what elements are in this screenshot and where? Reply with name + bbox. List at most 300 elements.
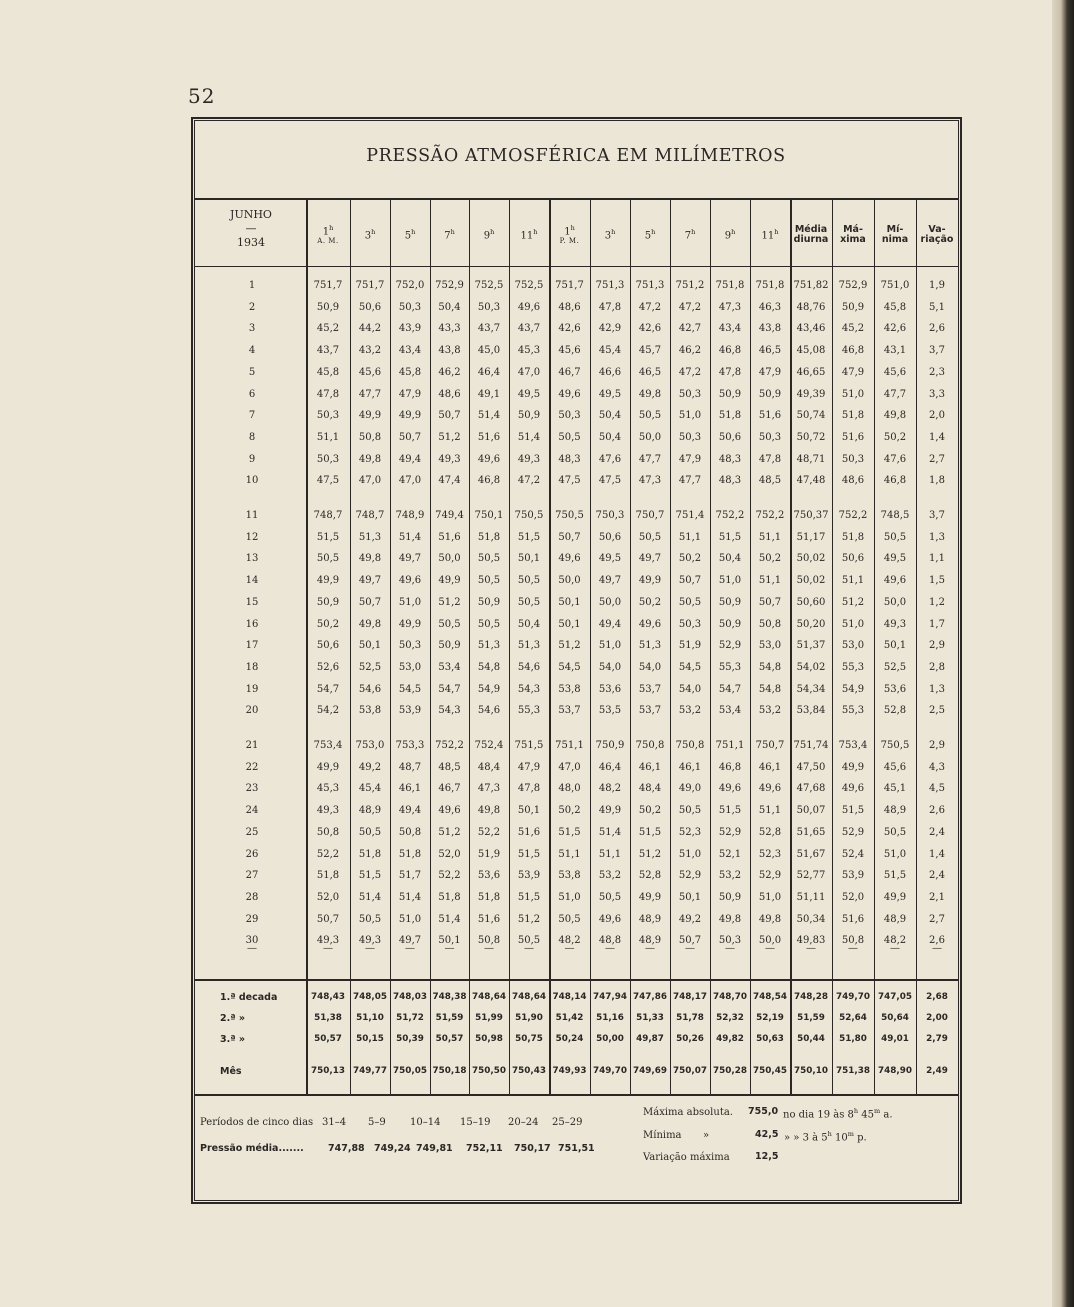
table-cell: 52,9 (718, 826, 742, 838)
table-cell: 52,9 (718, 640, 742, 652)
table-cell: 50,4 (517, 618, 541, 630)
dash-cell: — (564, 943, 575, 954)
table-cell: 2,3 (929, 366, 945, 378)
table-cell: 49,3 (517, 453, 541, 465)
day-number: 24 (245, 805, 259, 817)
table-cell: 50,02 (796, 553, 826, 565)
day-number: 20 (245, 705, 259, 717)
day-number: 7 (248, 410, 256, 422)
table-cell: 49,39 (796, 388, 826, 400)
table-cell: 50,2 (758, 553, 782, 565)
table-cell: 46,8 (718, 345, 742, 357)
table-cell: 752,0 (395, 280, 425, 291)
period-range: 20–24 (508, 1117, 539, 1128)
table-cell: 50,4 (438, 301, 461, 313)
column-header-text (645, 229, 656, 242)
summary-cell: 748,90 (878, 1066, 912, 1076)
table-cell: 52,0 (316, 891, 340, 903)
table-cell: 51,5 (358, 870, 382, 882)
table-cell: 50,5 (477, 575, 501, 587)
page-number: 52 (188, 84, 216, 108)
table-cell: 751,1 (555, 740, 584, 751)
table-cell: 2,0 (929, 410, 945, 422)
table-cell: 751,3 (595, 280, 625, 291)
table-cell: 2,7 (929, 913, 945, 925)
table-cell: 1,4 (929, 848, 945, 860)
summary-cell: 52,64 (839, 1013, 867, 1023)
table-cell: 45,4 (358, 783, 382, 795)
table-cell: 51,8 (718, 410, 742, 422)
table-cell: 43,1 (883, 345, 907, 357)
table-cell: 50,9 (316, 301, 340, 313)
table-cell: 55,3 (718, 661, 742, 673)
table-cell: 50,5 (358, 826, 382, 838)
summary-cell: 2,49 (926, 1066, 948, 1076)
dash-cell: — (405, 943, 415, 954)
table-cell: 46,1 (678, 761, 702, 773)
summary-cell: 51,78 (676, 1013, 704, 1023)
column-header-sup: h (570, 223, 575, 232)
column-header (430, 205, 469, 265)
table-cell: 51,3 (358, 531, 382, 543)
table-cell: 751,5 (514, 740, 544, 751)
table-cell: 43,4 (398, 345, 422, 357)
table-cell: 751,4 (675, 510, 705, 521)
table-cell: 49,9 (358, 410, 382, 422)
table-cell: 53,7 (558, 705, 581, 717)
table-cell: 2,7 (929, 453, 945, 465)
table-cell: 51,2 (438, 431, 461, 443)
table-cell: 47,6 (883, 453, 907, 465)
table-cell: 50,9 (316, 596, 340, 608)
table-cell: 47,5 (316, 475, 340, 487)
table-cell: 52,6 (316, 661, 340, 673)
table-cell: 51,4 (398, 891, 422, 903)
summary-cell: 750,05 (393, 1066, 427, 1076)
column-header-sup: h (691, 227, 696, 236)
table-cell: 49,7 (358, 575, 382, 587)
table-cell: 1,2 (929, 596, 945, 608)
table-cell: 50,3 (678, 618, 702, 630)
day-number: 3 (248, 323, 256, 335)
table-cell: 47,5 (598, 475, 622, 487)
table-cell: 55,3 (841, 661, 865, 673)
table-cell: 54,8 (477, 661, 501, 673)
table-cell: 753,3 (395, 740, 425, 751)
table-cell: 751,8 (715, 280, 745, 291)
table-cell: 51,0 (841, 618, 865, 630)
table-cell: 53,2 (758, 705, 782, 717)
table-cell: 53,0 (841, 640, 865, 652)
summary-cell: 748,17 (673, 992, 707, 1002)
table-cell: 49,6 (558, 388, 581, 400)
summary-cell: 50,26 (676, 1034, 704, 1044)
table-cell: 54,2 (316, 705, 340, 717)
table-cell: 47,3 (477, 783, 501, 795)
summary-cell: 747,86 (633, 992, 667, 1002)
table-cell: 1,8 (929, 475, 945, 487)
column-header (390, 205, 430, 265)
table-cell: 43,4 (718, 323, 742, 335)
table-cell: 53,9 (841, 870, 865, 882)
table-cell: 50,2 (558, 805, 581, 817)
table-cell: 46,2 (678, 345, 702, 357)
summary-cell: 50,64 (881, 1013, 909, 1023)
column-header-sub: nima (881, 234, 909, 245)
table-cell: 51,0 (718, 575, 742, 587)
table-cell: 50,0 (558, 575, 581, 587)
table-cell: 48,0 (558, 783, 581, 795)
table-cell: 50,5 (883, 826, 907, 838)
table-cell: 751,2 (675, 280, 705, 291)
table-cell: 49,6 (558, 553, 581, 565)
table-cell: 50,6 (316, 640, 340, 652)
summary-cell: 49,01 (881, 1034, 909, 1044)
table-cell: 750,7 (755, 740, 785, 751)
table-cell: 47,7 (883, 388, 907, 400)
table-cell: 51,0 (558, 891, 581, 903)
dash-cell: — (806, 943, 816, 954)
table-cell: 51,8 (398, 848, 422, 860)
column-header-sup: h (450, 227, 455, 236)
table-cell: 45,8 (398, 366, 422, 378)
table-cell: 48,6 (558, 301, 581, 313)
table-cell: 49,8 (358, 618, 382, 630)
column-header-text (444, 229, 455, 242)
table-cell: 750,37 (793, 510, 829, 521)
column-header-sub: diurna (793, 234, 829, 245)
table-cell: 49,6 (438, 805, 461, 817)
table-cell: 48,3 (718, 453, 742, 465)
table-cell: 751,8 (755, 280, 785, 291)
dash-cell: — (247, 943, 257, 954)
summary-cell: 50,15 (356, 1034, 384, 1044)
table-cell: 51,6 (477, 431, 501, 443)
summary-cell: 748,03 (393, 992, 427, 1002)
table-cell: 750,5 (880, 740, 910, 751)
table-cell: 51,0 (398, 596, 422, 608)
day-number: 4 (248, 345, 256, 357)
table-cell: 45,6 (358, 366, 382, 378)
table-cell: 50,3 (718, 935, 742, 947)
day-number: 27 (245, 870, 259, 882)
table-cell: 50,6 (358, 301, 382, 313)
dash-cell: — (765, 943, 775, 954)
table-cell: 751,3 (635, 280, 665, 291)
table-cell: 51,4 (438, 913, 461, 925)
table-cell: 48,71 (796, 453, 826, 465)
table-cell: 48,9 (638, 913, 662, 925)
table-cell: 47,0 (558, 761, 581, 773)
column-header-sup: h (651, 227, 656, 236)
table-cell: 52,8 (638, 870, 662, 882)
table-cell: 45,4 (598, 345, 622, 357)
table-cell: 49,2 (358, 761, 382, 773)
table-cell: 49,9 (316, 575, 340, 587)
table-cell: 47,3 (718, 301, 742, 313)
table-cell: 49,3 (316, 935, 340, 947)
table-cell: 50,5 (477, 618, 501, 630)
table-cell: 47,9 (398, 388, 422, 400)
summary-cell: 52,32 (716, 1013, 744, 1023)
table-cell: 49,6 (841, 783, 865, 795)
column-header-sup: h (371, 227, 376, 236)
column-divider (590, 199, 591, 981)
day-number: 17 (245, 640, 259, 652)
day-number: 29 (245, 913, 259, 925)
table-cell: 51,8 (841, 531, 865, 543)
table-cell: 49,7 (398, 935, 422, 947)
table-cell: 47,6 (598, 453, 622, 465)
column-divider (630, 199, 631, 981)
table-cell: 752,2 (715, 510, 745, 521)
column-divider (916, 199, 917, 981)
day-number: 22 (245, 761, 259, 773)
table-cell: 51,8 (841, 410, 865, 422)
dash-cell: — (725, 943, 735, 954)
table-cell: 3,3 (929, 388, 945, 400)
table-cell: 51,5 (883, 870, 907, 882)
column-header-main: 11 (520, 229, 534, 241)
table-cell: 51,3 (517, 640, 541, 652)
table-cell: 45,6 (558, 345, 581, 357)
table-cell: 51,6 (841, 913, 865, 925)
table-cell: 51,4 (517, 431, 541, 443)
table-cell: 55,3 (517, 705, 541, 717)
table-cell: 53,8 (558, 683, 581, 695)
table-cell: 46,6 (598, 366, 622, 378)
table-cell: 49,9 (598, 805, 622, 817)
table-cell: 51,0 (841, 388, 865, 400)
table-cell: 49,1 (477, 388, 501, 400)
table-cell: 50,5 (477, 553, 501, 565)
table-cell: 1,1 (929, 553, 945, 565)
table-cell: 53,8 (358, 705, 382, 717)
table-cell: 51,2 (438, 596, 461, 608)
table-cell: 46,1 (398, 783, 422, 795)
table-cell: 49,8 (758, 913, 782, 925)
table-cell: 52,2 (438, 870, 461, 882)
table-cell: 751,7 (555, 280, 584, 291)
column-header-main: Mí- (886, 224, 904, 236)
table-cell: 751,74 (793, 740, 829, 751)
table-cell: 2,1 (929, 891, 945, 903)
period-range: 31–4 (322, 1117, 347, 1128)
table-cell: 50,9 (718, 618, 742, 630)
table-cell: 47,5 (558, 475, 581, 487)
header-rule (194, 266, 959, 267)
table-cell: 51,6 (841, 431, 865, 443)
day-number: 1 (248, 280, 256, 291)
table-cell: 51,0 (598, 640, 622, 652)
dash-cell: — (848, 943, 858, 954)
column-divider (306, 199, 308, 981)
table-cell: 52,8 (883, 705, 907, 717)
table-cell: 50,7 (758, 596, 782, 608)
max-absolute-label: Máxima absoluta. (643, 1107, 733, 1118)
column-header-main: 5 (644, 229, 652, 241)
table-cell: 43,7 (316, 345, 340, 357)
table-cell: 48,6 (841, 475, 865, 487)
page-edge-shadow (1052, 0, 1074, 1307)
column-header (549, 205, 590, 265)
table-cell: 45,3 (517, 345, 541, 357)
table-cell: 47,2 (638, 301, 662, 313)
summary-label: 1.ª decada (220, 992, 278, 1003)
day-number: 11 (245, 510, 259, 521)
table-cell: 55,3 (841, 705, 865, 717)
column-header-sup: h (411, 227, 416, 236)
table-cell: 54,9 (841, 683, 865, 695)
table-cell: 43,3 (438, 323, 461, 335)
table-cell: 50,5 (558, 913, 581, 925)
table-cell: 1,9 (929, 280, 945, 291)
table-cell: 46,8 (477, 475, 501, 487)
table-cell: 49,5 (598, 553, 622, 565)
column-divider (549, 199, 551, 981)
column-header-sub: xima (840, 234, 866, 245)
table-cell: 46,1 (758, 761, 782, 773)
table-cell: 748,7 (313, 510, 343, 521)
summary-cell: 748,54 (753, 992, 787, 1002)
table-cell: 50,7 (358, 596, 382, 608)
table-cell: 748,7 (355, 510, 385, 521)
table-cell: 50,1 (358, 640, 382, 652)
table-cell: 752,9 (838, 280, 868, 291)
table-cell: 51,37 (796, 640, 826, 652)
table-cell: 51,4 (598, 826, 622, 838)
table-cell: 52,1 (718, 848, 742, 860)
table-cell: 52,5 (358, 661, 382, 673)
table-cell: 46,7 (558, 366, 581, 378)
table-cell: 3,7 (929, 345, 945, 357)
table-cell: 50,5 (316, 553, 340, 565)
summary-cell: 50,57 (435, 1034, 464, 1044)
table-cell: 51,1 (758, 805, 782, 817)
table-cell: 51,6 (758, 410, 782, 422)
table-cell: 47,68 (796, 783, 826, 795)
table-cell: 750,8 (675, 740, 705, 751)
day-number: 15 (245, 596, 259, 608)
dash-cell: — (890, 943, 900, 954)
table-cell: 52,9 (758, 870, 782, 882)
column-header-sup: h (731, 227, 736, 236)
table-cell: 50,3 (316, 453, 340, 465)
table-cell: 51,3 (477, 640, 501, 652)
table-cell: 50,4 (598, 431, 622, 443)
column-header-text (560, 225, 580, 245)
table-cell: 49,8 (358, 453, 382, 465)
table-cell: 53,6 (598, 683, 622, 695)
table-cell: 53,84 (796, 705, 826, 717)
table-cell: 53,9 (398, 705, 422, 717)
summary-cell: 748,64 (472, 992, 506, 1002)
table-cell: 50,9 (718, 388, 742, 400)
column-header-text (685, 229, 696, 242)
table-cell: 49,6 (718, 783, 742, 795)
summary-cell: 51,16 (596, 1013, 624, 1023)
table-cell: 51,1 (758, 575, 782, 587)
table-cell: 54,9 (477, 683, 501, 695)
table-cell: 50,6 (841, 553, 865, 565)
dash-cell: — (323, 943, 333, 954)
table-cell: 51,2 (517, 913, 541, 925)
summary-cell: 50,63 (756, 1034, 784, 1044)
table-cell: 50,5 (598, 891, 622, 903)
table-cell: 53,6 (477, 870, 501, 882)
summary-cell: 51,99 (475, 1013, 503, 1023)
table-cell: 50,20 (796, 618, 826, 630)
table-cell: 42,6 (638, 323, 662, 335)
table-cell: 750,3 (595, 510, 625, 521)
table-cell: 4,5 (929, 783, 945, 795)
table-cell: 50,5 (438, 618, 461, 630)
day-number: 16 (245, 618, 259, 630)
table-cell: 49,4 (398, 805, 422, 817)
table-cell: 50,8 (398, 826, 422, 838)
table-cell: 50,0 (758, 935, 782, 947)
table-cell: 49,9 (638, 891, 662, 903)
column-header-text (405, 229, 416, 242)
day-number: 25 (245, 826, 259, 838)
table-cell: 50,5 (358, 913, 382, 925)
table-cell: 49,8 (358, 553, 382, 565)
table-cell: 53,5 (598, 705, 622, 717)
summary-label: 3.ª » (220, 1034, 246, 1045)
table-cell: 750,5 (514, 510, 544, 521)
column-header-text (840, 225, 866, 245)
table-cell: 45,6 (883, 366, 907, 378)
column-divider (350, 199, 351, 981)
table-cell: 51,1 (758, 531, 782, 543)
table-cell: 753,4 (838, 740, 868, 751)
column-header-text (794, 225, 829, 245)
table-cell: 46,8 (841, 345, 865, 357)
table-cell: 47,8 (517, 783, 541, 795)
column-header-text (882, 225, 908, 245)
table-cell: 48,8 (598, 935, 622, 947)
table-cell: 48,2 (598, 783, 622, 795)
table-cell: 49,6 (598, 913, 622, 925)
column-divider (390, 199, 391, 981)
table-cell: 53,9 (517, 870, 541, 882)
table-cell: 49,3 (883, 618, 907, 630)
summary-cell: 50,98 (475, 1034, 503, 1044)
table-cell: 49,9 (638, 575, 662, 587)
table-cell: 51,4 (477, 410, 501, 422)
table-cell: 1,3 (929, 683, 945, 695)
table-cell: 43,9 (398, 323, 422, 335)
period-pressure: 747,88 (328, 1143, 365, 1154)
table-cell: 50,7 (398, 431, 422, 443)
table-cell: 54,3 (438, 705, 461, 717)
table-cell: 51,1 (316, 431, 340, 443)
table-cell: 50,7 (678, 575, 702, 587)
table-cell: 50,9 (841, 301, 865, 313)
table-cell: 49,5 (598, 388, 622, 400)
table-cell: 1,4 (929, 431, 945, 443)
table-cell: 42,6 (883, 323, 907, 335)
summary-cell: 51,59 (797, 1013, 825, 1023)
table-cell: 49,6 (638, 618, 662, 630)
table-cell: 50,1 (883, 640, 907, 652)
min-absolute-value: 42,5 (755, 1129, 779, 1140)
column-header-main: 1 (564, 226, 571, 238)
table-cell: 46,7 (438, 783, 461, 795)
table-cell: 54,6 (517, 661, 541, 673)
column-header (832, 205, 874, 265)
table-cell: 45,8 (316, 366, 340, 378)
